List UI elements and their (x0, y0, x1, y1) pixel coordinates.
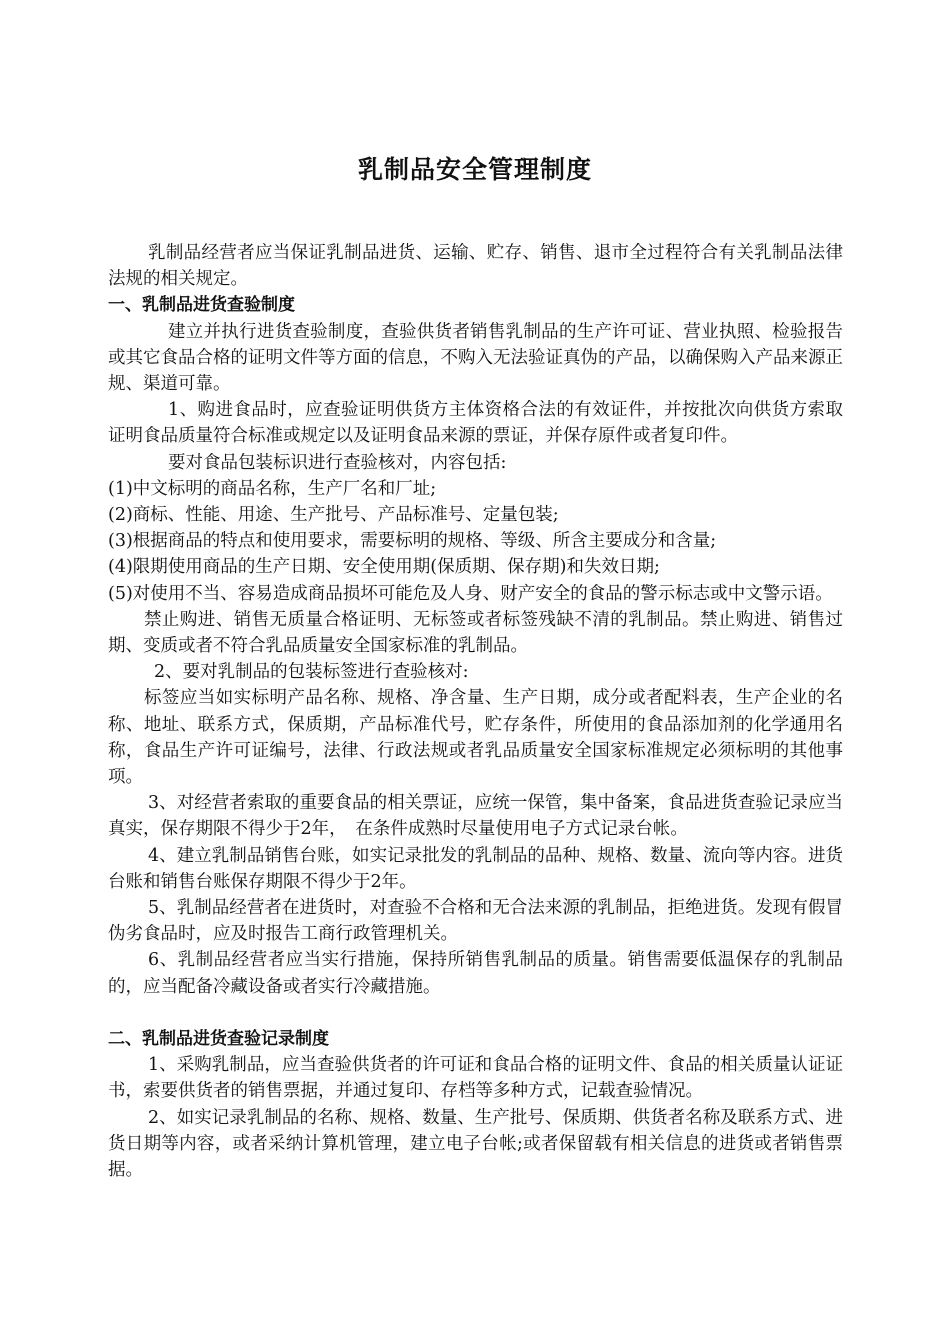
section-2-heading: 二、乳制品进货查验记录制度 (108, 1028, 329, 1049)
section-1-paragraph: 1、购进食品时，应查验证明供货方主体资格合法的有效证件，并按批次向供货方索取证明食品质量符合标准或规定以及证明食品来源的票证，并保存原件或者复印件。 (108, 400, 843, 447)
section-1-paragraph: 2、要对乳制品的包装标签进行查验核对: (154, 662, 469, 683)
section-1-paragraph: 要对食品包装标识进行查验核对，内容包括: (168, 452, 507, 473)
label-item: (1)中文标明的商品名称，生产厂名和厂址; (108, 478, 437, 499)
section-1-paragraph: 标签应当如实标明产品名称、规格、净含量、生产日期，成分或者配料表，生产企业的名称、地址、联系方式，保质期，产品标准代号，贮存条件，所使用的食品添加剂的化学通用名称，食品生产许可证编号，法律、行政法规或者乳品质量安全国家标准规定必须标明的其他事项。 (108, 688, 843, 788)
section-1-paragraph: 建立并执行进货查验制度，查验供货者销售乳制品的生产许可证、营业执照、检验报告或其它食品合格的证明文件等方面的信息，不购入无法验证真伪的产品，以确保购入产品来源正规、渠道可靠。 (108, 321, 843, 395)
section-1-heading: 一、乳制品进货查验制度 (108, 295, 295, 316)
intro-paragraph: 乳制品经营者应当保证乳制品进货、运输、贮存、销售、退市全过程符合有关乳制品法律法规的相关规定。 (108, 243, 843, 290)
section-1-paragraph: 4、建立乳制品销售台账，如实记录批发的乳制品的品种、规格、数量、流向等内容。进货台账和销售台账保存期限不得少于2年。 (108, 845, 843, 892)
label-item: (5)对使用不当、容易造成商品损坏可能危及人身、财产安全的食品的警示标志或中文警示语。 (108, 583, 833, 604)
document-title: 乳制品安全管理制度 (357, 155, 592, 184)
section-1-paragraph: 5、乳制品经营者在进货时，对查验不合格和无合法来源的乳制品，拒绝进货。发现有假冒伪劣食品时，应及时报告工商行政管理机关。 (108, 898, 843, 945)
section-2-paragraph: 2、如实记录乳制品的名称、规格、数量、生产批号、保质期、供货者名称及联系方式、进货日期等内容，或者采纳计算机管理，建立电子台帐;或者保留载有相关信息的进货或者销售票据。 (108, 1107, 843, 1180)
label-item: (4)限期使用商品的生产日期、安全使用期(保质期、保存期)和失效日期; (108, 557, 660, 578)
document-body (108, 240, 843, 1183)
section-1-paragraph: 禁止购进、销售无质量合格证明、无标签或者标签残缺不清的乳制品。禁止购进、销售过期、变质或者不符合乳品质量安全国家标准的乳制品。 (108, 609, 843, 657)
section-2-paragraph: 1、采购乳制品，应当查验供货者的许可证和食品合格的证明文件、食品的相关质量认证证书，索要供货者的销售票据，并通过复印、存档等多种方式，记载查验情况。 (108, 1055, 843, 1102)
label-item: (2)商标、性能、用途、生产批号、产品标准号、定量包装; (108, 505, 559, 526)
section-1-paragraph: 3、对经营者索取的重要食品的相关票证，应统一保管，集中备案，食品进货查验记录应当真实，保存期限不得少于2年， 在条件成熟时尽量使用电子方式记录台帐。 (108, 793, 843, 840)
label-item: (3)根据商品的特点和使用要求，需要标明的规格、等级、所含主要成分和含量; (108, 531, 717, 552)
section-1-paragraph: 6、乳制品经营者应当实行措施，保持所销售乳制品的质量。销售需要低温保存的乳制品的，应当配备冷藏设备或者实行冷藏措施。 (108, 950, 843, 997)
